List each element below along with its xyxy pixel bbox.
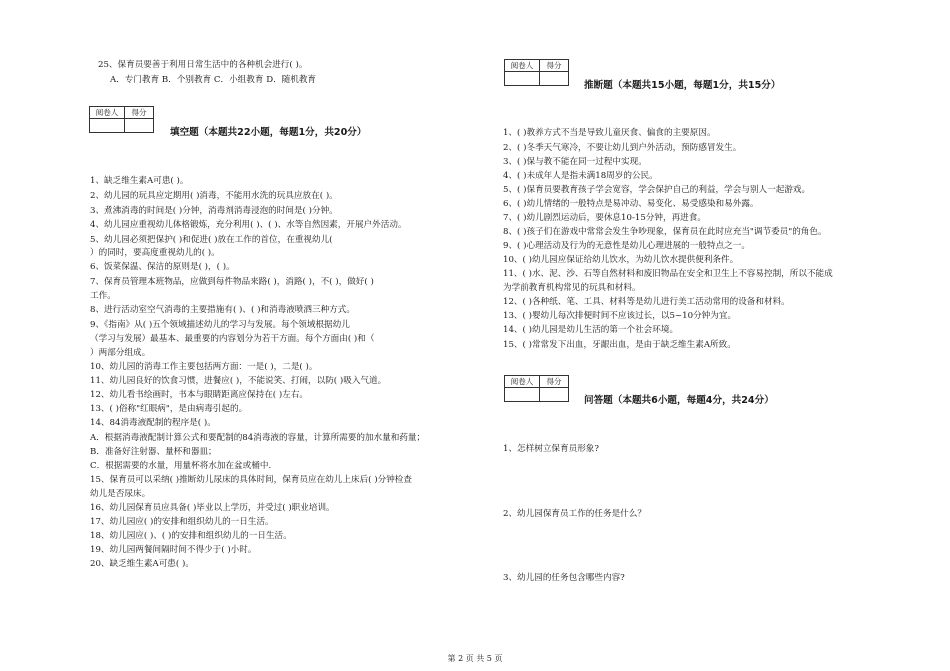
grader-label: 阅卷人 [505,60,540,72]
fill-line: 幼儿是否尿床。 [90,489,151,499]
fill-line: 20、缺乏维生素A可患( )。 [90,559,194,569]
page-number: 第 2 页 共 5 页 [447,654,503,663]
fill-line: 19、幼儿园两餐间隔时间不得少于( )小时。 [90,545,257,555]
fill-line: 12、幼儿看书绘画时，书本与眼睛距离应保持在( )左右。 [90,390,309,400]
fill-line: B．准备好注射器、量杯和器皿； [90,447,217,457]
fill-line: 工作。 [90,291,116,301]
judge-line: 3、( )保与教不能在同一过程中实现。 [503,157,647,167]
score-label: 得分 [540,60,569,72]
judge-line: 1、( )教养方式不当是导致儿童厌食、偏食的主要原因。 [503,128,716,138]
question-25-stem: 25、保育员要善于利用日常生活中的各种机会进行( )。 [98,60,308,70]
fill-line: C．根据需要的水量，用量杯将水加在盆或桶中. [90,461,272,471]
score-box-judge [504,59,569,86]
judge-line: 11、( )水、泥、沙、石等自然材料和废旧物品在安全和卫生上不容易控制，所以不能成 [503,269,833,279]
grader-label: 阅卷人 [90,107,125,119]
judge-line: 13、( )婴幼儿每次排便时间不应该过长，以5~10分钟为宜。 [503,311,737,321]
qa-question: 3、幼儿园的任务包含哪些内容? [503,573,625,583]
grader-cell [90,119,125,133]
fill-line: A．根据消毒液配制计算公式和要配制的84消毒液的容量，计算所需要的加水量和药量； [90,433,426,443]
judge-line: 为学前教育机构常见的玩具和材料。 [503,283,641,293]
grader-label: 阅卷人 [505,376,540,388]
qa-question: 1、怎样树立保育员形象? [503,444,600,454]
fill-section-title: 填空题（本题共22小题，每题1分，共20分） [170,127,367,138]
judge-section-title: 推断题（本题共15小题，每题1分，共15分） [584,80,781,91]
fill-line: 17、幼儿园应( )的安排和组织幼儿的一日生活。 [90,517,274,527]
judge-line: 10、( )幼儿园应保证给幼儿饮水，为幼儿饮水提供便利条件。 [503,255,739,265]
fill-line: 14、84消毒液配制的程序是( )。 [90,418,216,428]
fill-line: 8、进行活动室空气消毒的主要措施有( )、( )和消毒液喷洒三种方式。 [90,305,355,315]
fill-line: 18、幼儿园应( )、( )的安排和组织幼儿的一日生活。 [90,531,292,541]
fill-line: 16、幼儿园保育员应具备( )毕业以上学历，并受过( )职业培训。 [90,503,335,513]
fill-line: 11、幼儿园良好的饮食习惯，进餐应( )，不能说笑、打闹，以防( )吸入气道。 [90,376,387,386]
fill-line: ）的同时，要高度重视幼儿的( )。 [90,248,220,258]
question-25-options: A．专门教育 B．个别教育 C．小组教育 D．随机教育 [110,75,317,85]
fill-line: 1、缺乏维生素A可患( )。 [90,176,189,186]
score-cell [540,72,569,86]
qa-question: 2、幼儿园保育员工作的任务是什么？ [503,509,646,519]
fill-line: 15、保育员可以采纳( )推断幼儿尿床的具体时间，保育员应在幼儿上床后( )分钟检查 [90,475,412,485]
score-cell [125,119,154,133]
fill-line: ）两部分组成。 [90,348,151,358]
grader-cell [505,388,540,402]
judge-line: 4、( )未成年人是指未满18周岁的公民。 [503,171,658,181]
judge-line: 5、( )保育员要教育孩子学会宽容，学会保护自己的利益，学会与别人一起游戏。 [503,185,811,195]
fill-line: 3、煮沸消毒的时间是( )分钟，消毒剂消毒浸泡的时间是( )分钟。 [90,206,338,216]
judge-line: 8、( )孩子们在游戏中常常会发生争吵现象，保育员在此时应充当"调节委员"的角色。 [503,227,827,237]
score-label: 得分 [540,376,569,388]
grader-cell [505,72,540,86]
judge-line: 12、( )各种纸、笔、工具、材料等是幼儿进行美工活动常用的设备和材料。 [503,297,790,307]
judge-line: 9、( )心理活动及行为的无意性是幼儿心理进展的一般特点之一。 [503,241,750,251]
fill-line: 9、《指南》从( )五个领域描述幼儿的学习与发展。每个领域根据幼儿 [90,320,350,330]
score-box-fill [89,106,154,133]
score-box-qa [504,375,569,402]
judge-line: 15、( )常常发下出血，牙龈出血，是由于缺乏维生素A所致。 [503,340,736,350]
fill-line: 5、幼儿园必须把保护( )和促进( )放在工作的首位，在重视幼儿( [90,235,333,245]
qa-section-title: 问答题（本题共6小题，每题4分，共24分） [584,395,774,406]
judge-line: 14、( )幼儿园是幼儿生活的第一个社会环境。 [503,325,679,335]
fill-line: 2、幼儿园的玩具应定期用( )消毒，不能用水洗的玩具应放在( )。 [90,191,338,201]
judge-line: 6、( )幼儿情绪的一般特点是易冲动、易变化、易受感染和易外露。 [503,199,759,209]
fill-line: 4、幼儿园应重视幼儿体格锻炼，充分利用( )、( )、水等自然因素，开展户外活动。 [90,220,407,230]
score-cell [540,388,569,402]
score-label: 得分 [125,107,154,119]
fill-line: 13、( )俗称"红眼病"，是由病毒引起的。 [90,404,248,414]
fill-line: （学习与发展）最基本、最重要的内容划分为若干方面。每个方面由( )和（ [90,334,375,344]
fill-line: 10、幼儿园的消毒工作主要包括两方面：一是( )，二是( )。 [90,362,318,372]
fill-line: 6、饭菜保温、保洁的原则是( )，( )。 [90,262,235,272]
fill-line: 7、保育员管理本班物品，应做到每件物品来路( )，消路( )，不( )，做好( ) [90,277,374,287]
judge-line: 7、( )幼儿剧烈运动后，要休息10-15分钟，再进食。 [503,213,706,223]
judge-line: 2、( )冬季天气寒冷，不要让幼儿到户外活动，预防感冒发生。 [503,143,742,153]
